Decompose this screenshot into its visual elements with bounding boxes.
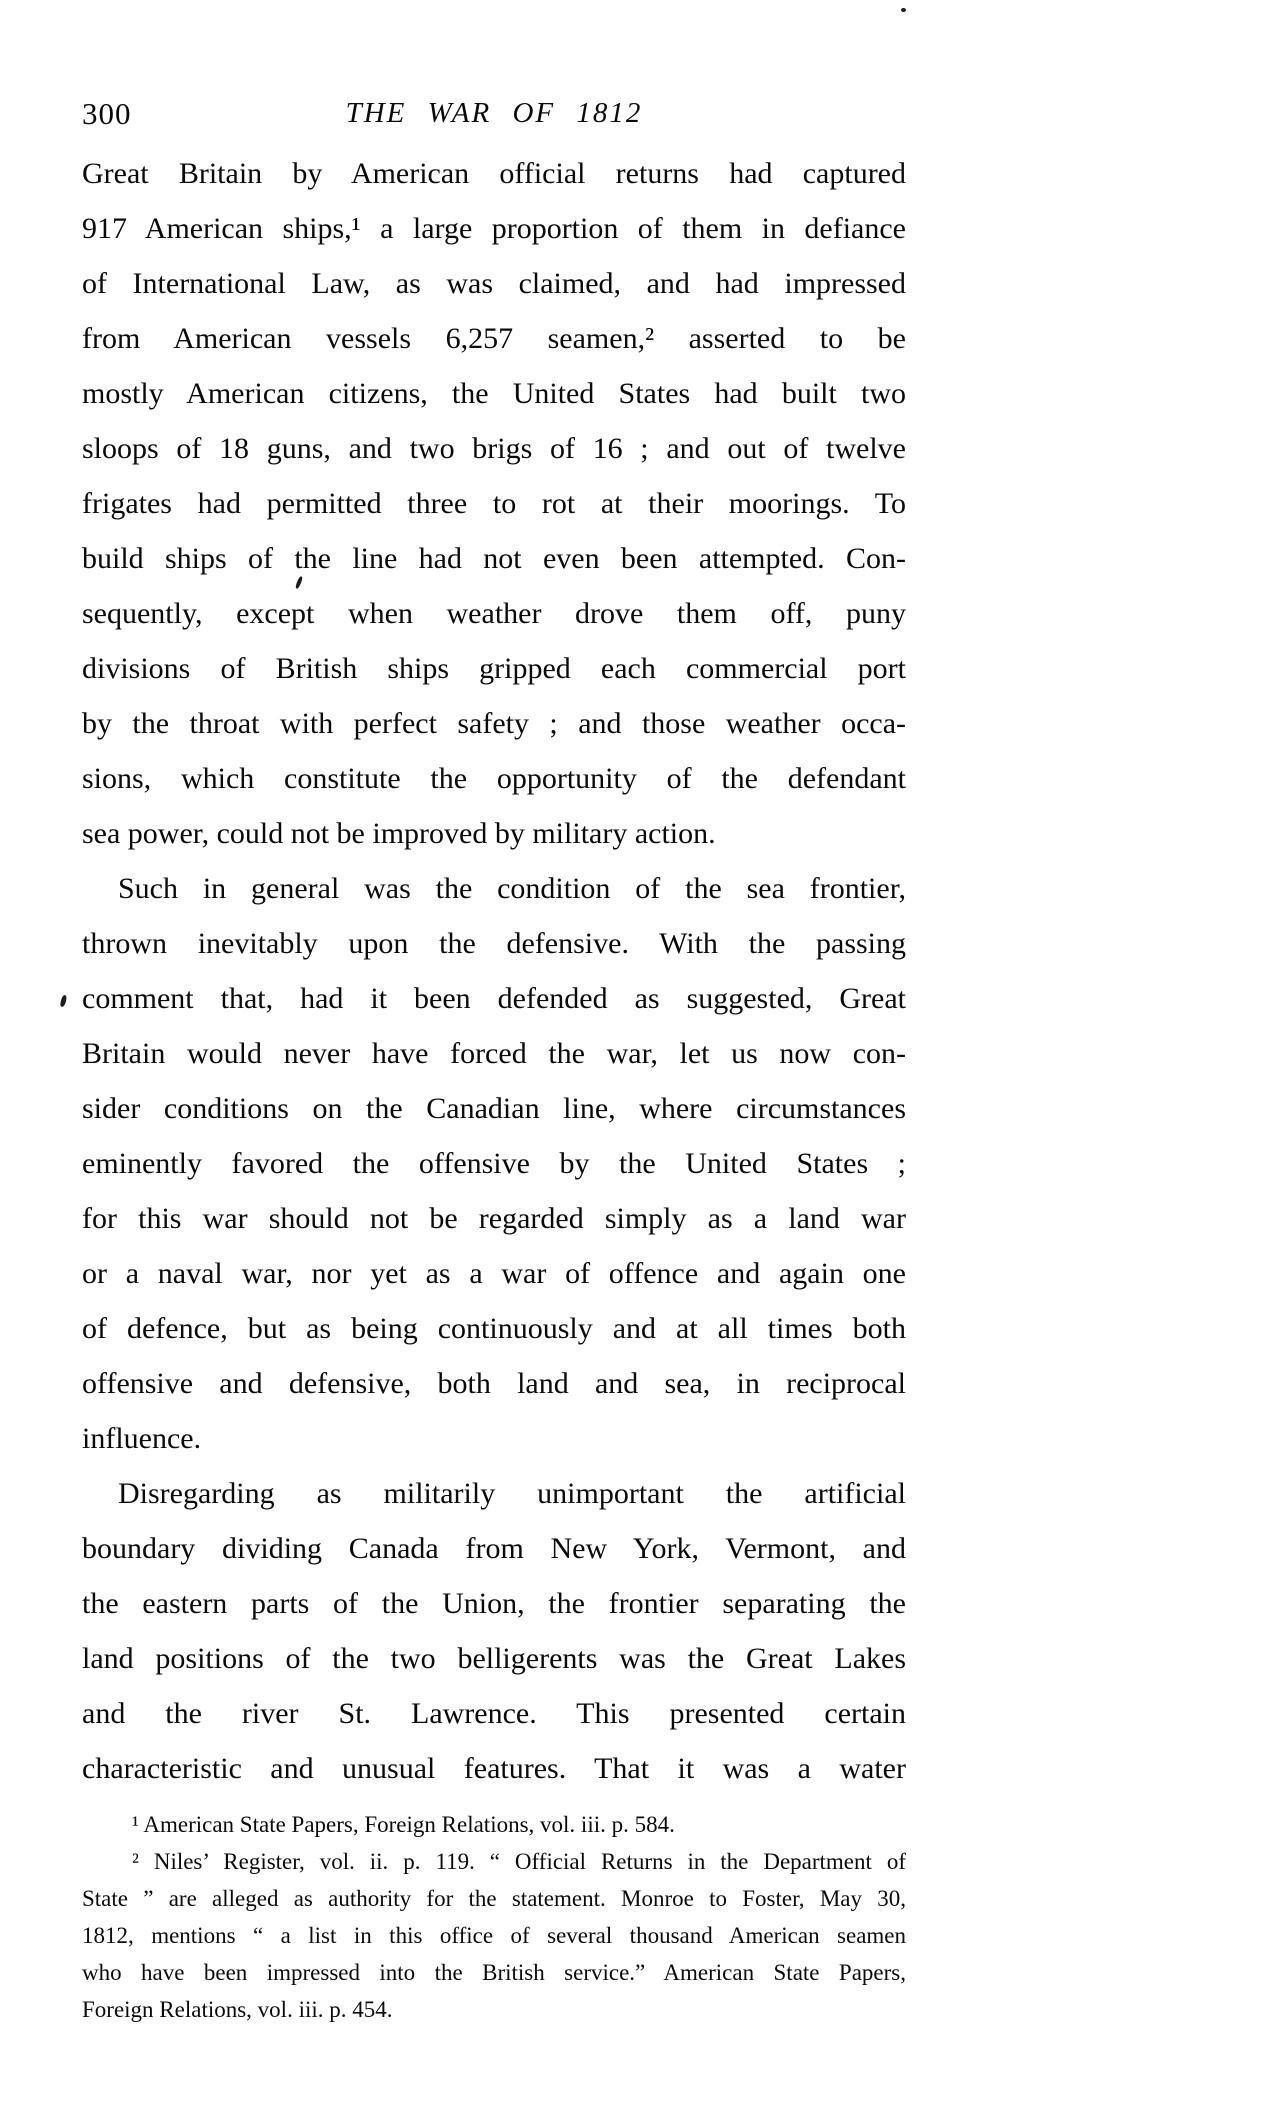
text-line: for this war should not be regarded simply as a land war (82, 1202, 906, 1235)
paragraph (82, 1466, 906, 1796)
text-line: from American vessels 6,257 seamen,² asserted to be (82, 322, 906, 355)
text-line: Such in general was the condition of the sea frontier, (118, 872, 906, 905)
running-title: THE WAR OF 1812 (345, 97, 643, 129)
text-line: who have been impressed into the British service.” American State Papers, (82, 1960, 906, 1985)
text-line: mostly American citizens, the United States had built two (82, 377, 906, 410)
text-line: sloops of 18 guns, and two brigs of 16 ; and out of twelve (82, 432, 906, 465)
text-line: characteristic and unusual features. That it was a water (82, 1752, 906, 1785)
text-line: of International Law, as was claimed, and had impressed (82, 267, 906, 300)
footnotes (82, 1806, 906, 2028)
text-line: land positions of the two belligerents was the Great Lakes (82, 1642, 906, 1675)
text-line: or a naval war, nor yet as a war of offence and again one (82, 1257, 906, 1290)
text-line: comment that, had it been defended as suggested, Great (82, 982, 906, 1015)
text-line: the eastern parts of the Union, the frontier separating the (82, 1587, 906, 1620)
text-line: Britain would never have forced the war, let us now con- (82, 1037, 906, 1070)
body-text (82, 146, 906, 1796)
text-line: sequently, except when weather drove them off, puny (82, 597, 906, 630)
paragraph (82, 146, 906, 861)
text-line: and the river St. Lawrence. This presented certain (82, 1697, 906, 1730)
text-line: influence. (82, 1422, 202, 1455)
text-line: sea power, could not be improved by military action. (82, 817, 716, 850)
text-line: divisions of British ships gripped each commercial port (82, 652, 906, 685)
text-line: Disregarding as militarily unimportant the artificial (118, 1477, 906, 1510)
scan-speck (901, 8, 906, 12)
text-line: build ships of the line had not even been attempted. Con- (82, 542, 906, 575)
scan-speck (60, 995, 68, 1008)
text-line: State ” are alleged as authority for the statement. Monroe to Foster, May 30, (82, 1886, 906, 1911)
paragraph (82, 1806, 906, 1843)
text-line: by the throat with perfect safety ; and those weather occa- (82, 707, 906, 740)
text-line: offensive and defensive, both land and sea, in reciprocal (82, 1367, 906, 1400)
text-line: Great Britain by American official returns had captured (82, 157, 906, 190)
text-line: ¹ American State Papers, Foreign Relations, vol. iii. p. 584. (132, 1812, 675, 1837)
text-line: eminently favored the offensive by the United States ; (82, 1147, 906, 1180)
text-line: ² Niles’ Register, vol. ii. p. 119. “ Official Returns in the Department of (132, 1849, 906, 1874)
text-line: frigates had permitted three to rot at their moorings. To (82, 487, 906, 520)
text-line: sider conditions on the Canadian line, where circumstances (82, 1092, 906, 1125)
paragraph (82, 861, 906, 1466)
text-line: 917 American ships,¹ a large proportion of them in defiance (82, 212, 906, 245)
paragraph (82, 1843, 906, 2028)
text-line: thrown inevitably upon the defensive. With the passing (82, 927, 906, 960)
page-number: 300 (82, 96, 132, 131)
text-line: Foreign Relations, vol. iii. p. 454. (82, 1997, 393, 2022)
text-line: 1812, mentions “ a list in this office of several thousand American seamen (82, 1923, 906, 1948)
text-line: sions, which constitute the opportunity of the defendant (82, 762, 906, 795)
text-line: boundary dividing Canada from New York, Vermont, and (82, 1532, 906, 1565)
text-line: of defence, but as being continuously and at all times both (82, 1312, 906, 1345)
